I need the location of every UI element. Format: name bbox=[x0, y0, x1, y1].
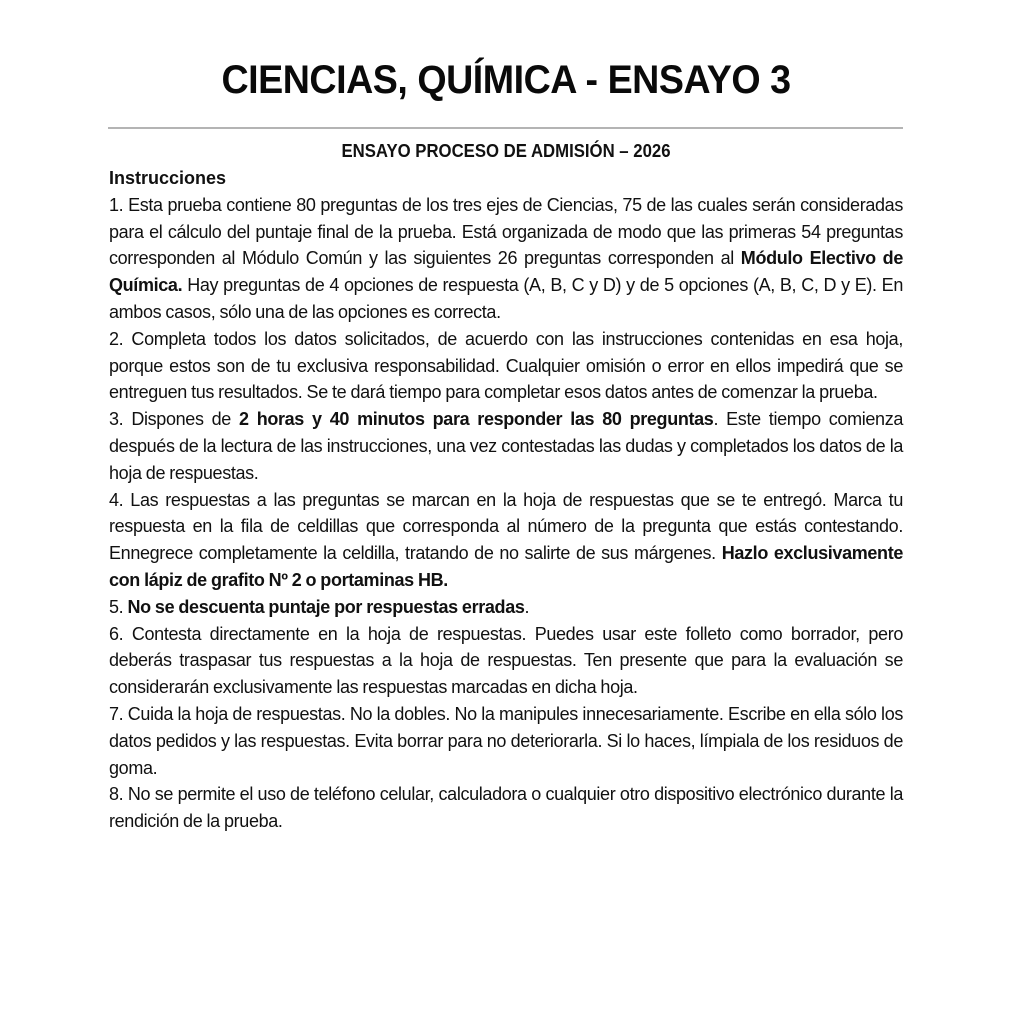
instruction-text: Hay preguntas de 4 opciones de respuesta (A, B, C y D) y de 5 opciones (A, B, C, D y E). En ambos casos, sólo una de las opciones es correcta. bbox=[109, 275, 903, 322]
instruction-item-8 bbox=[109, 781, 903, 835]
instruction-text: . Este tiempo comienza después de la lectura de las instrucciones, una vez contestadas las dudas y completados los datos de la hoja de respuestas. bbox=[109, 409, 903, 483]
instruction-item-3 bbox=[109, 406, 903, 486]
instruction-text: 3. Dispones de bbox=[109, 409, 239, 430]
instruction-item-2 bbox=[109, 326, 903, 406]
instruction-text: 2. Completa todos los datos solicitados, de acuerdo con las instrucciones contenidas en esa hoja, porque estos son de tu exclusiva responsabilidad. Cualquier omisión o error en ellos impedirá que se entreguen tus resultados. Se te dará tiempo para completar esos datos antes de comenzar la prueba. bbox=[109, 328, 903, 403]
instruction-text: . bbox=[524, 596, 530, 617]
instruction-emphasis: 2 horas y 40 minutos para responder las 80 preguntas bbox=[239, 409, 714, 430]
instructions-heading: Instrucciones bbox=[109, 168, 227, 188]
instruction-item-4 bbox=[109, 487, 903, 594]
instruction-emphasis: Hazlo exclusivamente con lápiz de grafito Nº 2 o portaminas HB. bbox=[109, 543, 903, 590]
instruction-emphasis: No se descuenta puntaje por respuestas erradas bbox=[127, 596, 525, 617]
instruction-text: 6. Contesta directamente en la hoja de respuestas. Puedes usar este folleto como borrador, pero deberás traspasar tus respuestas a la hoja de respuestas. Ten presente que para la evaluación se considerarán exclusivamente las respuestas marcadas en dicha hoja. bbox=[109, 623, 903, 698]
document-subtitle: ENSAYO PROCESO DE ADMISIÓN – 2026 bbox=[341, 141, 671, 161]
document-title: CIENCIAS, QUÍMICA - ENSAYO 3 bbox=[221, 58, 791, 102]
instruction-emphasis: Módulo Electivo de Química. bbox=[109, 248, 903, 296]
instruction-item-1 bbox=[109, 192, 903, 326]
title-divider bbox=[108, 127, 903, 129]
instruction-text: 8. No se permite el uso de teléfono celular, calculadora o cualquier otro dispositivo electrónico durante la rendición de la prueba. bbox=[109, 784, 903, 832]
instruction-text: 1. Esta prueba contiene 80 preguntas de los tres ejes de Ciencias, 75 de las cuales serán consideradas para el cálculo del puntaje final de la prueba. Está organizada de modo que las primeras 54 preguntas corresponden al Módulo Común y las siguientes 26 preguntas corresponden al bbox=[109, 194, 903, 269]
instruction-item-6 bbox=[109, 621, 903, 701]
instruction-text: 7. Cuida la hoja de respuestas. No la dobles. No la manipules innecesariamente. Escribe en ella sólo los datos pedidos y las respuestas. Evita borrar para no deteriorarla. Si lo haces, límpiala de los residuos de goma. bbox=[109, 703, 903, 778]
instructions-section bbox=[109, 165, 903, 835]
instruction-text: 4. Las respuestas a las preguntas se marcan en la hoja de respuestas que se te entregó. Marca tu respuesta en la fila de celdillas que corresponda al número de la pregunta que estás contestando. Ennegrece completamente la celdilla, tratando de no salirte de sus márgenes. bbox=[109, 489, 903, 564]
instruction-item-7 bbox=[109, 701, 903, 781]
instruction-item-5 bbox=[109, 594, 903, 621]
instruction-text: 5. bbox=[109, 596, 128, 617]
